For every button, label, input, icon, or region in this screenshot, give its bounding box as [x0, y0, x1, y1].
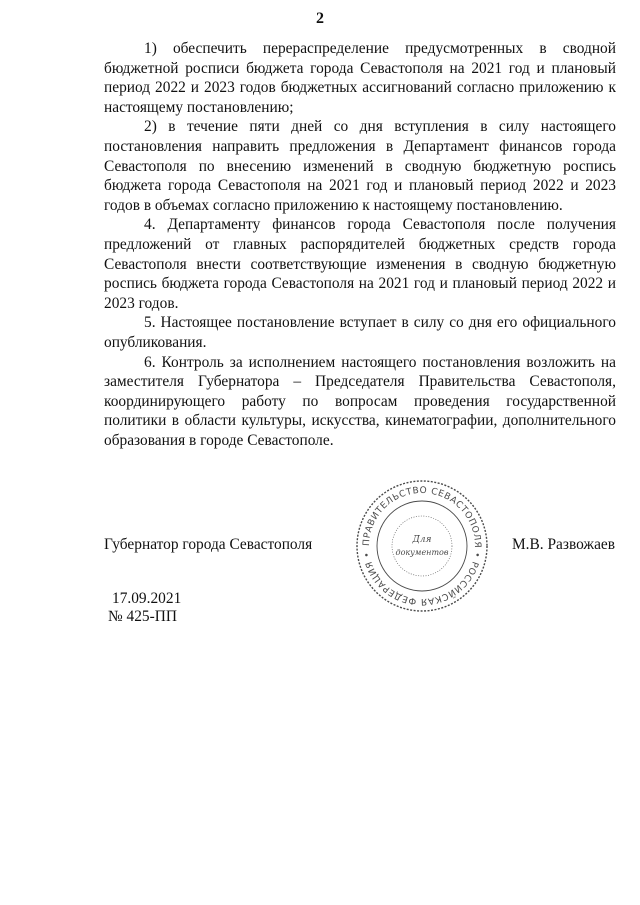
seal-center-text-2: документов: [395, 548, 449, 557]
paragraph-4: 4. Департаменту финансов города Севастополя после получения предложений от главных распорядителей бюджетных средств города Севастополя внести соответствующие изменения в сводную бюджетную роспись бюджета города Севастополя на 2021 год и плановый период 2022 и 2023 годов.: [104, 216, 616, 312]
document-date: 17.09.2021: [112, 590, 182, 607]
seal-outer-ring: [357, 481, 487, 611]
signatory-name: М.В. Развожаев: [512, 536, 615, 553]
paragraph-5: 5. Настоящее постановление вступает в силу со дня его официального опубликования.: [104, 314, 616, 351]
signatory-title: Губернатор города Севастополя: [104, 536, 313, 553]
seal-outer-text: ПРАВИТЕЛЬСТВО СЕВАСТОПОЛЯ • РОССИЙСКАЯ ФЕДЕРАЦИЯ •: [361, 485, 483, 607]
seal-center-text-1: Для: [412, 535, 432, 545]
paragraph-6: 6. Контроль за исполнением настоящего постановления возложить на заместителя Губернатора – Председателя Правительства Севастополя, координирующего работу по вопросам проведения государственной политики в области культуры, искусства, кинематографии, дополнительного образования в городе Севастополе.: [104, 353, 616, 449]
paragraph-2: 2) в течение пяти дней со дня вступления в силу настоящего постановления направить предложения в Департамент финансов города Севастополя по внесению изменений в сводную бюджетную роспись бюджета города Севастополя на 2021 год и плановый период 2022 и 2023 годов в объемах согласно приложению к настоящему постановлению.: [104, 118, 616, 214]
page-number: 2: [316, 10, 324, 27]
document-number: № 425-ПП: [108, 608, 177, 625]
document-body: [104, 39, 616, 450]
seal-center-ring: [392, 516, 452, 576]
official-seal-stamp: [354, 478, 490, 614]
seal-inner-ring: [377, 501, 467, 591]
paragraph-1: 1) обеспечить перераспределение предусмотренных в сводной бюджетной росписи бюджета города Севастополя на 2021 год и плановый период 2022 и 2023 годов бюджетных ассигнований согласно приложению к настоящему постановлению;: [104, 40, 616, 116]
